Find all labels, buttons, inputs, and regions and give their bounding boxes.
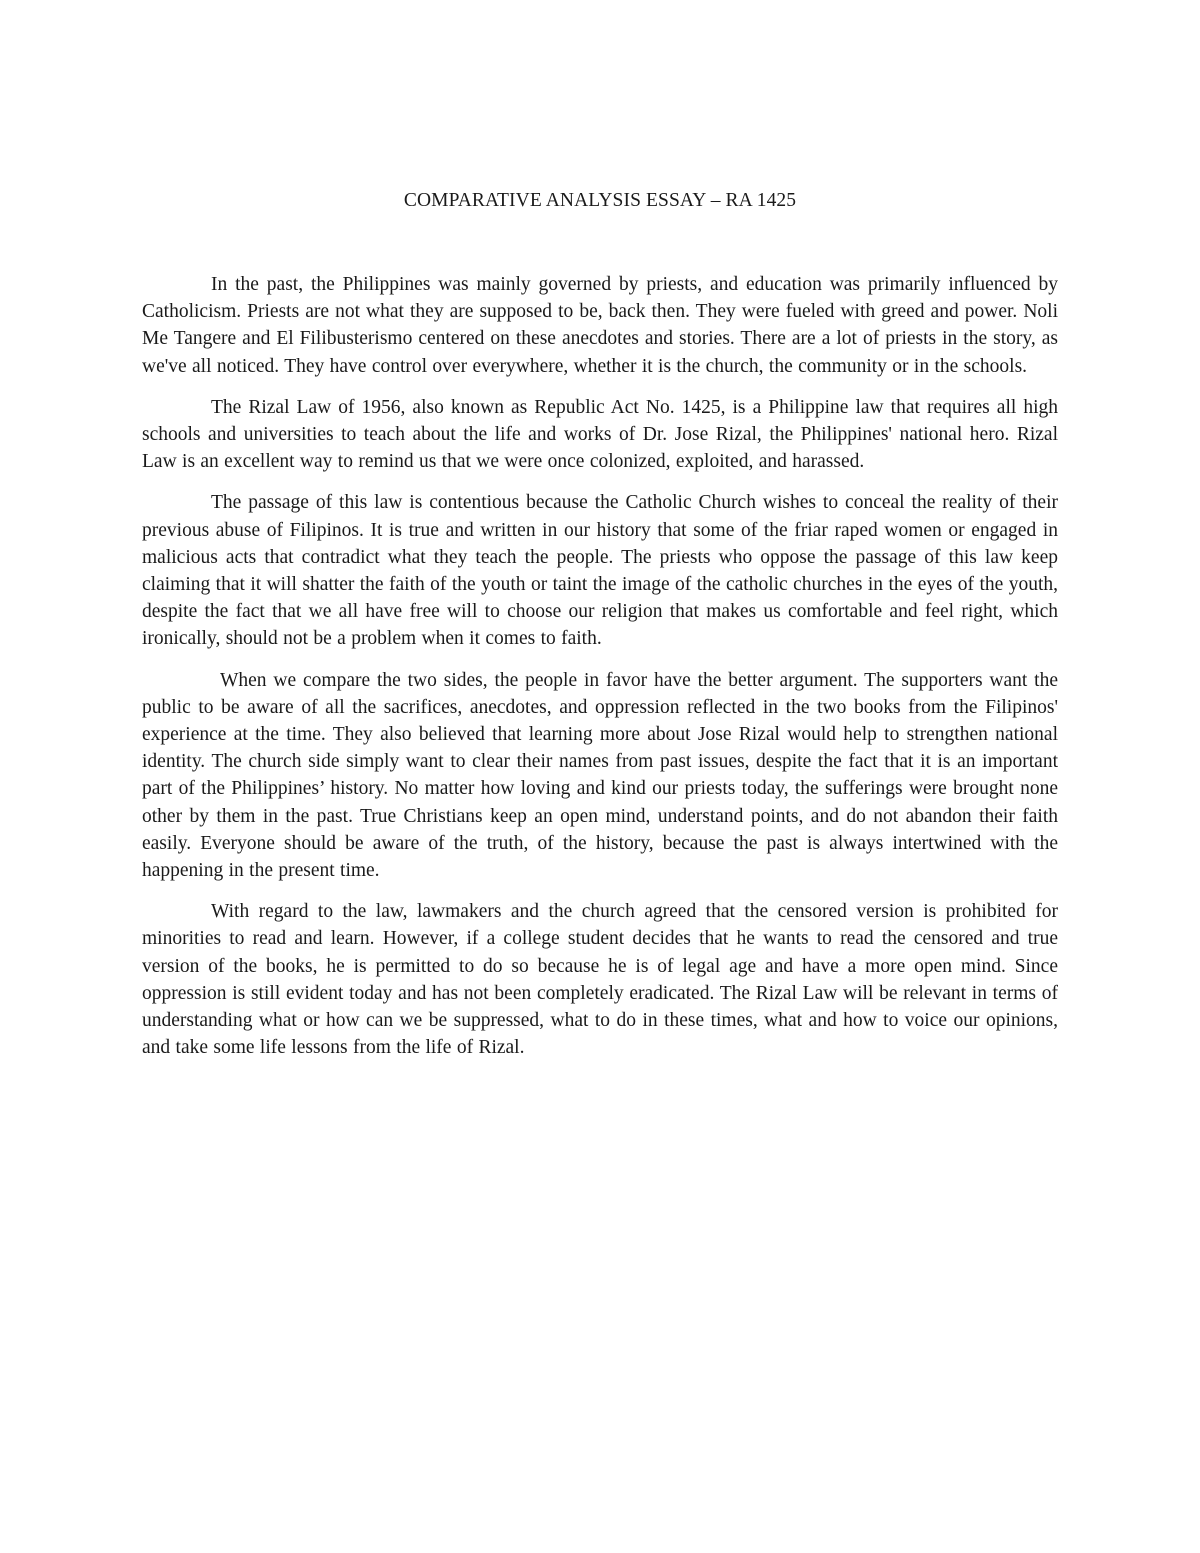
paragraph-1: In the past, the Philippines was mainly governed by priests, and education was primarily influenced by Catholicism. Priests are not what they are supposed to be, back then. They were fueled with greed and power. Noli Me Tangere and El Filibusterismo centered on these anecdotes and stories. There are a lot of priests in the story, as we've all noticed. They have control over everywhere, whether it is the church, the community or in the schools. (142, 274, 1058, 377)
paragraph-3: The passage of this law is contentious because the Catholic Church wishes to conceal the reality of their previous abuse of Filipinos. It is true and written in our history that some of the friar raped women or engaged in malicious acts that contradict what they teach the people. The priests who oppose the passage of this law keep claiming that it will shatter the faith of the youth or taint the image of the catholic churches in the eyes of the youth, despite the fact that we all have free will to choose our religion that makes us comfortable and feel right, which ironically, should not be a problem when it comes to faith. (142, 492, 1058, 650)
paragraph-2: The Rizal Law of 1956, also known as Republic Act No. 1425, is a Philippine law that requires all high schools and universities to teach about the life and works of Dr. Jose Rizal, the Philippines' national hero. Rizal Law is an excellent way to remind us that we were once colonized, exploited, and harassed. (142, 396, 1058, 473)
paragraph-4: When we compare the two sides, the people in favor have the better argument. The supporters want the public to be aware of all the sacrifices, anecdotes, and oppression reflected in the two books from the Filipinos' experience at the time. They also believed that learning more about Jose Rizal would help to strengthen national identity. The church side simply want to clear their names from past issues, despite the fact that it is an important part of the Philippines’ history. No matter how loving and kind our priests today, the sufferings were brought none other by them in the past. True Christians keep an open mind, understand points, and do not abandon their faith easily. Everyone should be aware of the truth, of the history, because the past is always intertwined with the happening in the present time. (142, 669, 1058, 882)
essay-body (142, 271, 1058, 1075)
document-title: COMPARATIVE ANALYSIS ESSAY – RA 1425 (403, 190, 797, 211)
paragraph-5: With regard to the law, lawmakers and the church agreed that the censored version is prohibited for minorities to read and learn. However, if a college student decides that he wants to read the censored and true version of the books, he is permitted to do so because he is of legal age and have a more open mind. Since oppression is still evident today and has not been completely eradicated. The Rizal Law will be relevant in terms of understanding what or how can we be suppressed, what to do in these times, what and how to voice our opinions, and take some life lessons from the life of Rizal. (142, 901, 1058, 1059)
